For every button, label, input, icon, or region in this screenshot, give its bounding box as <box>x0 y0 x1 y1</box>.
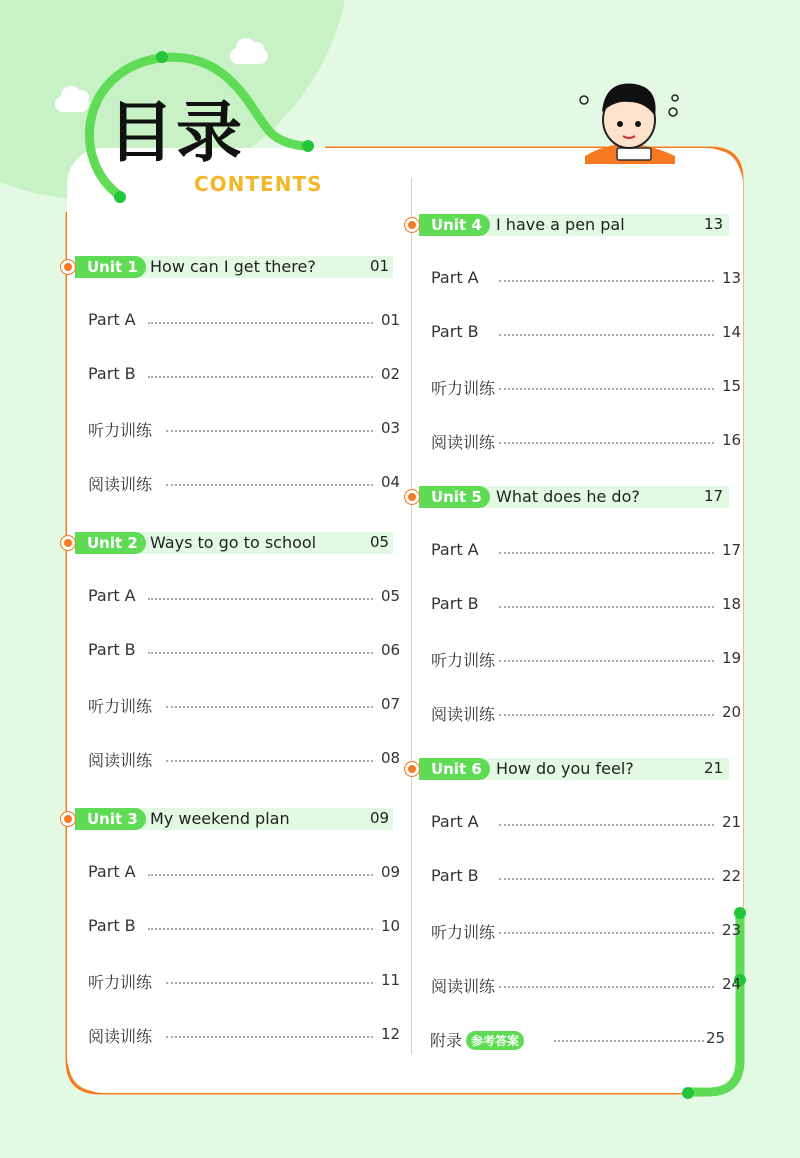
leader-dots <box>148 322 373 324</box>
page-number: 09 <box>370 809 390 827</box>
unit-title: I have a pen pal <box>496 215 625 234</box>
toc-entry[interactable] <box>431 866 741 888</box>
page-number: 24 <box>722 975 742 993</box>
entry-label: 听力训练 <box>88 421 153 440</box>
entry-label: Part A <box>88 862 136 881</box>
toc-entry[interactable] <box>431 430 741 452</box>
unit-badge: Unit 2 <box>75 532 146 554</box>
leader-dots <box>499 986 714 988</box>
unit-title: How can I get there? <box>150 257 316 276</box>
entry-label: Part B <box>431 866 479 885</box>
entry-label: Part B <box>88 640 136 659</box>
page-title: 目录 <box>108 94 244 171</box>
toc-entry[interactable] <box>88 418 401 440</box>
page-subtitle: CONTENTS <box>194 172 323 196</box>
leader-dots <box>148 376 373 378</box>
unit-badge: Unit 3 <box>75 808 146 830</box>
bullet-icon <box>404 217 420 233</box>
entry-label: Part A <box>431 268 479 287</box>
toc-entry[interactable] <box>88 472 401 494</box>
leader-dots <box>166 760 373 762</box>
leader-dots <box>499 824 714 826</box>
unit-header[interactable] <box>67 256 393 278</box>
page-number: 25 <box>706 1029 726 1047</box>
bullet-icon <box>60 535 76 551</box>
unit-title: How do you feel? <box>496 759 634 778</box>
page-number: 11 <box>381 971 401 989</box>
entry-label: Part B <box>88 364 136 383</box>
entry-label: 阅读训练 <box>431 705 496 724</box>
entry-label: 阅读训练 <box>431 977 496 996</box>
leader-dots <box>499 606 714 608</box>
toc-entry[interactable] <box>431 920 741 942</box>
toc-entry[interactable] <box>88 1024 401 1046</box>
page-number: 13 <box>722 269 742 287</box>
leader-dots <box>499 552 714 554</box>
page-number: 17 <box>722 541 742 559</box>
entry-label: 听力训练 <box>431 379 496 398</box>
page-number: 05 <box>370 533 390 551</box>
toc-entry[interactable] <box>431 702 741 724</box>
unit-title: What does he do? <box>496 487 640 506</box>
leader-dots <box>148 652 373 654</box>
toc-entry[interactable] <box>431 812 741 834</box>
entry-label: Part A <box>88 310 136 329</box>
page-number: 03 <box>381 419 401 437</box>
entry-label: 听力训练 <box>431 651 496 670</box>
unit-badge: Unit 5 <box>419 486 490 508</box>
toc-entry[interactable] <box>431 648 741 670</box>
leader-dots <box>166 484 373 486</box>
appendix-row[interactable] <box>430 1028 730 1050</box>
unit-badge: Unit 6 <box>419 758 490 780</box>
page-number: 17 <box>704 487 724 505</box>
page-number: 15 <box>722 377 742 395</box>
page-number: 21 <box>704 759 724 777</box>
leader-dots <box>148 928 373 930</box>
leader-dots <box>148 874 373 876</box>
page-number: 01 <box>370 257 390 275</box>
toc-entry[interactable] <box>431 322 741 344</box>
page-number: 14 <box>722 323 742 341</box>
leader-dots <box>166 430 373 432</box>
unit-title: My weekend plan <box>150 809 290 828</box>
unit-header[interactable] <box>67 532 393 554</box>
entry-label: Part A <box>431 812 479 831</box>
page-number: 07 <box>381 695 401 713</box>
entry-label: 阅读训练 <box>88 751 153 770</box>
entry-label: 听力训练 <box>88 973 153 992</box>
toc-entry[interactable] <box>88 970 401 992</box>
toc-entry[interactable] <box>431 594 741 616</box>
toc-entry[interactable] <box>88 310 401 332</box>
leader-dots <box>166 706 373 708</box>
entry-label: Part B <box>88 916 136 935</box>
toc-entry[interactable] <box>431 540 741 562</box>
leader-dots <box>166 982 373 984</box>
entry-label: 阅读训练 <box>88 475 153 494</box>
unit-header[interactable] <box>411 758 729 780</box>
toc-entry[interactable] <box>88 916 401 938</box>
bullet-icon <box>60 811 76 827</box>
toc-entry[interactable] <box>88 748 401 770</box>
page-number: 06 <box>381 641 401 659</box>
page-number: 10 <box>381 917 401 935</box>
leader-dots <box>554 1040 704 1042</box>
bullet-icon <box>404 761 420 777</box>
bullet-icon <box>404 489 420 505</box>
toc-entry[interactable] <box>88 694 401 716</box>
appendix-label: 附录 参考答案 <box>430 1028 524 1051</box>
entry-label: Part A <box>431 540 479 559</box>
page-number: 08 <box>381 749 401 767</box>
page-number: 01 <box>381 311 401 329</box>
unit-header[interactable] <box>67 808 393 830</box>
boy-reading-icon <box>575 72 685 168</box>
leader-dots <box>499 878 714 880</box>
page-number: 23 <box>722 921 742 939</box>
page-number: 05 <box>381 587 401 605</box>
page-number: 22 <box>722 867 742 885</box>
page-number: 12 <box>381 1025 401 1043</box>
entry-label: 阅读训练 <box>88 1027 153 1046</box>
toc-entry[interactable] <box>88 364 401 386</box>
answer-key-tag: 参考答案 <box>466 1031 524 1050</box>
toc-entry[interactable] <box>431 268 741 290</box>
leader-dots <box>148 598 373 600</box>
page-number: 04 <box>381 473 401 491</box>
entry-label: 听力训练 <box>88 697 153 716</box>
leader-dots <box>499 660 714 662</box>
entry-label: Part A <box>88 586 136 605</box>
toc-entry[interactable] <box>88 862 401 884</box>
unit-header[interactable] <box>411 486 729 508</box>
entry-label: Part B <box>431 594 479 613</box>
unit-badge: Unit 4 <box>419 214 490 236</box>
leader-dots <box>166 1036 373 1038</box>
leader-dots <box>499 714 714 716</box>
entry-label: Part B <box>431 322 479 341</box>
leader-dots <box>499 388 714 390</box>
column-divider <box>411 178 412 1054</box>
unit-title: Ways to go to school <box>150 533 317 552</box>
unit-header[interactable] <box>411 214 729 236</box>
toc-entry[interactable] <box>431 974 741 996</box>
page-number: 21 <box>722 813 742 831</box>
leader-dots <box>499 334 714 336</box>
toc-entry[interactable] <box>88 640 401 662</box>
unit-badge: Unit 1 <box>75 256 146 278</box>
entry-label: 听力训练 <box>431 923 496 942</box>
page-number: 13 <box>704 215 724 233</box>
page-number: 16 <box>722 431 742 449</box>
toc-entry[interactable] <box>431 376 741 398</box>
toc-entry[interactable] <box>88 586 401 608</box>
page-number: 19 <box>722 649 742 667</box>
bullet-icon <box>60 259 76 275</box>
page-number: 18 <box>722 595 742 613</box>
leader-dots <box>499 932 714 934</box>
page-number: 02 <box>381 365 401 383</box>
page-number: 20 <box>722 703 742 721</box>
leader-dots <box>499 442 714 444</box>
leader-dots <box>499 280 714 282</box>
entry-label: 阅读训练 <box>431 433 496 452</box>
page-number: 09 <box>381 863 401 881</box>
